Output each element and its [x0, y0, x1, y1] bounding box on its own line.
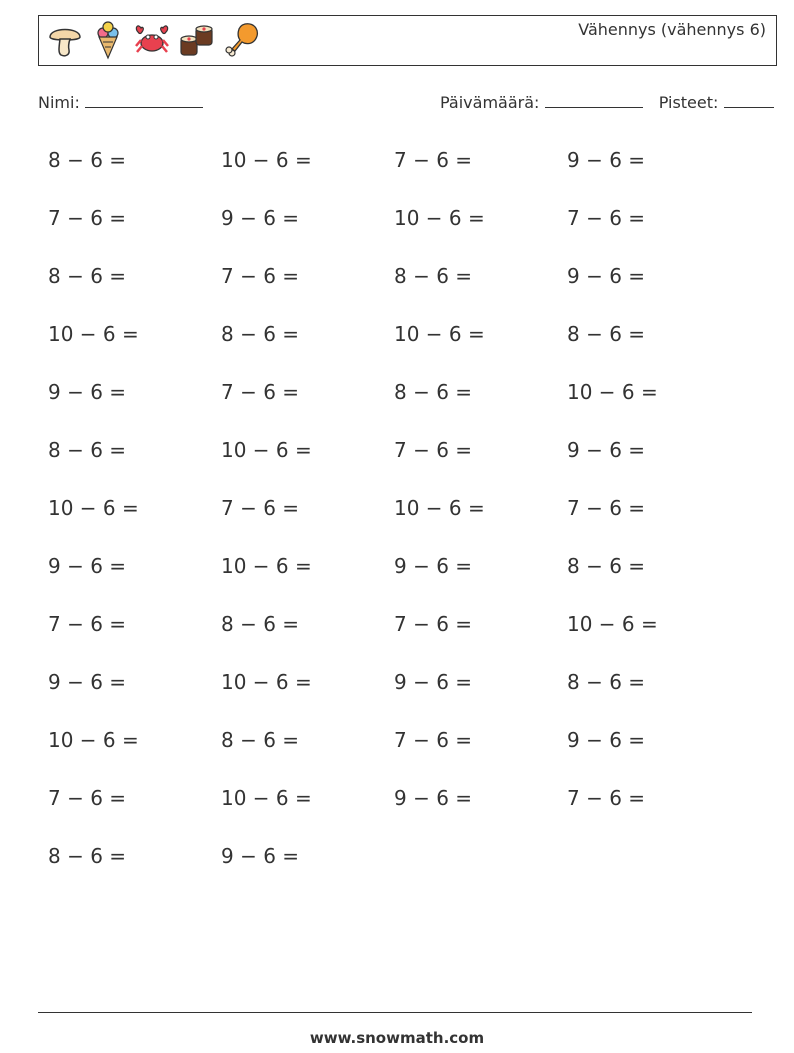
problem-item: 9 − 6 =: [48, 554, 127, 578]
problem-item: 10 − 6 =: [48, 496, 139, 520]
problem-item: 8 − 6 =: [48, 438, 127, 462]
problem-item: 8 − 6 =: [48, 148, 127, 172]
problem-item: 10 − 6 =: [221, 438, 312, 462]
problem-item: 10 − 6 =: [48, 322, 139, 346]
chicken-drumstick-icon: [223, 20, 263, 60]
date-label: Päivämäärä:: [440, 93, 540, 112]
problem-item: 7 − 6 =: [394, 612, 473, 636]
problem-item: 7 − 6 =: [221, 264, 300, 288]
problem-item: 10 − 6 =: [221, 786, 312, 810]
mushroom-icon: [45, 20, 85, 60]
problem-item: 7 − 6 =: [394, 438, 473, 462]
problem-item: 10 − 6 =: [394, 206, 485, 230]
problem-item: 8 − 6 =: [567, 670, 646, 694]
problem-item: 8 − 6 =: [48, 844, 127, 868]
problem-item: 8 − 6 =: [567, 322, 646, 346]
problem-item: 9 − 6 =: [394, 670, 473, 694]
problem-item: 9 − 6 =: [48, 670, 127, 694]
worksheet-title: Vähennys (vähennys 6): [578, 20, 766, 39]
date-score-field: [440, 93, 774, 112]
problem-item: 7 − 6 =: [48, 612, 127, 636]
footer-url: www.snowmath.com: [309, 1029, 485, 1047]
problem-item: 9 − 6 =: [394, 786, 473, 810]
name-label: Nimi:: [38, 93, 80, 112]
problem-item: 10 − 6 =: [48, 728, 139, 752]
score-blank[interactable]: [724, 93, 774, 108]
problem-item: 7 − 6 =: [48, 206, 127, 230]
problem-item: 8 − 6 =: [394, 380, 473, 404]
problem-item: 9 − 6 =: [567, 438, 646, 462]
problem-item: 9 − 6 =: [221, 844, 300, 868]
problem-item: 10 − 6 =: [567, 380, 658, 404]
sushi-roll-icon: [177, 20, 217, 60]
problem-item: 9 − 6 =: [567, 148, 646, 172]
problem-item: 9 − 6 =: [567, 264, 646, 288]
worksheet-header: [38, 15, 777, 66]
problem-item: 10 − 6 =: [221, 554, 312, 578]
problem-item: 8 − 6 =: [48, 264, 127, 288]
problem-item: 7 − 6 =: [394, 148, 473, 172]
problem-item: 7 − 6 =: [48, 786, 127, 810]
problem-item: 8 − 6 =: [221, 322, 300, 346]
problem-item: 7 − 6 =: [567, 786, 646, 810]
name-blank[interactable]: [85, 93, 203, 108]
problem-item: 10 − 6 =: [567, 612, 658, 636]
name-field: [38, 93, 203, 112]
problem-item: 8 − 6 =: [221, 728, 300, 752]
problem-item: 7 − 6 =: [394, 728, 473, 752]
date-blank[interactable]: [545, 93, 643, 108]
problem-item: 8 − 6 =: [394, 264, 473, 288]
crab-icon: [132, 20, 172, 60]
footer-divider: [38, 1012, 752, 1013]
problem-item: 7 − 6 =: [221, 380, 300, 404]
problem-item: 7 − 6 =: [221, 496, 300, 520]
problem-item: 9 − 6 =: [221, 206, 300, 230]
problem-item: 10 − 6 =: [394, 496, 485, 520]
problem-item: 8 − 6 =: [567, 554, 646, 578]
problem-item: 9 − 6 =: [567, 728, 646, 752]
problem-item: 10 − 6 =: [221, 670, 312, 694]
score-label: Pisteet:: [658, 93, 719, 112]
problem-item: 7 − 6 =: [567, 496, 646, 520]
problem-item: 10 − 6 =: [221, 148, 312, 172]
problem-item: 8 − 6 =: [221, 612, 300, 636]
problem-item: 9 − 6 =: [394, 554, 473, 578]
ice-cream-icon: [89, 20, 129, 60]
problem-item: 9 − 6 =: [48, 380, 127, 404]
problem-item: 7 − 6 =: [567, 206, 646, 230]
problem-item: 10 − 6 =: [394, 322, 485, 346]
